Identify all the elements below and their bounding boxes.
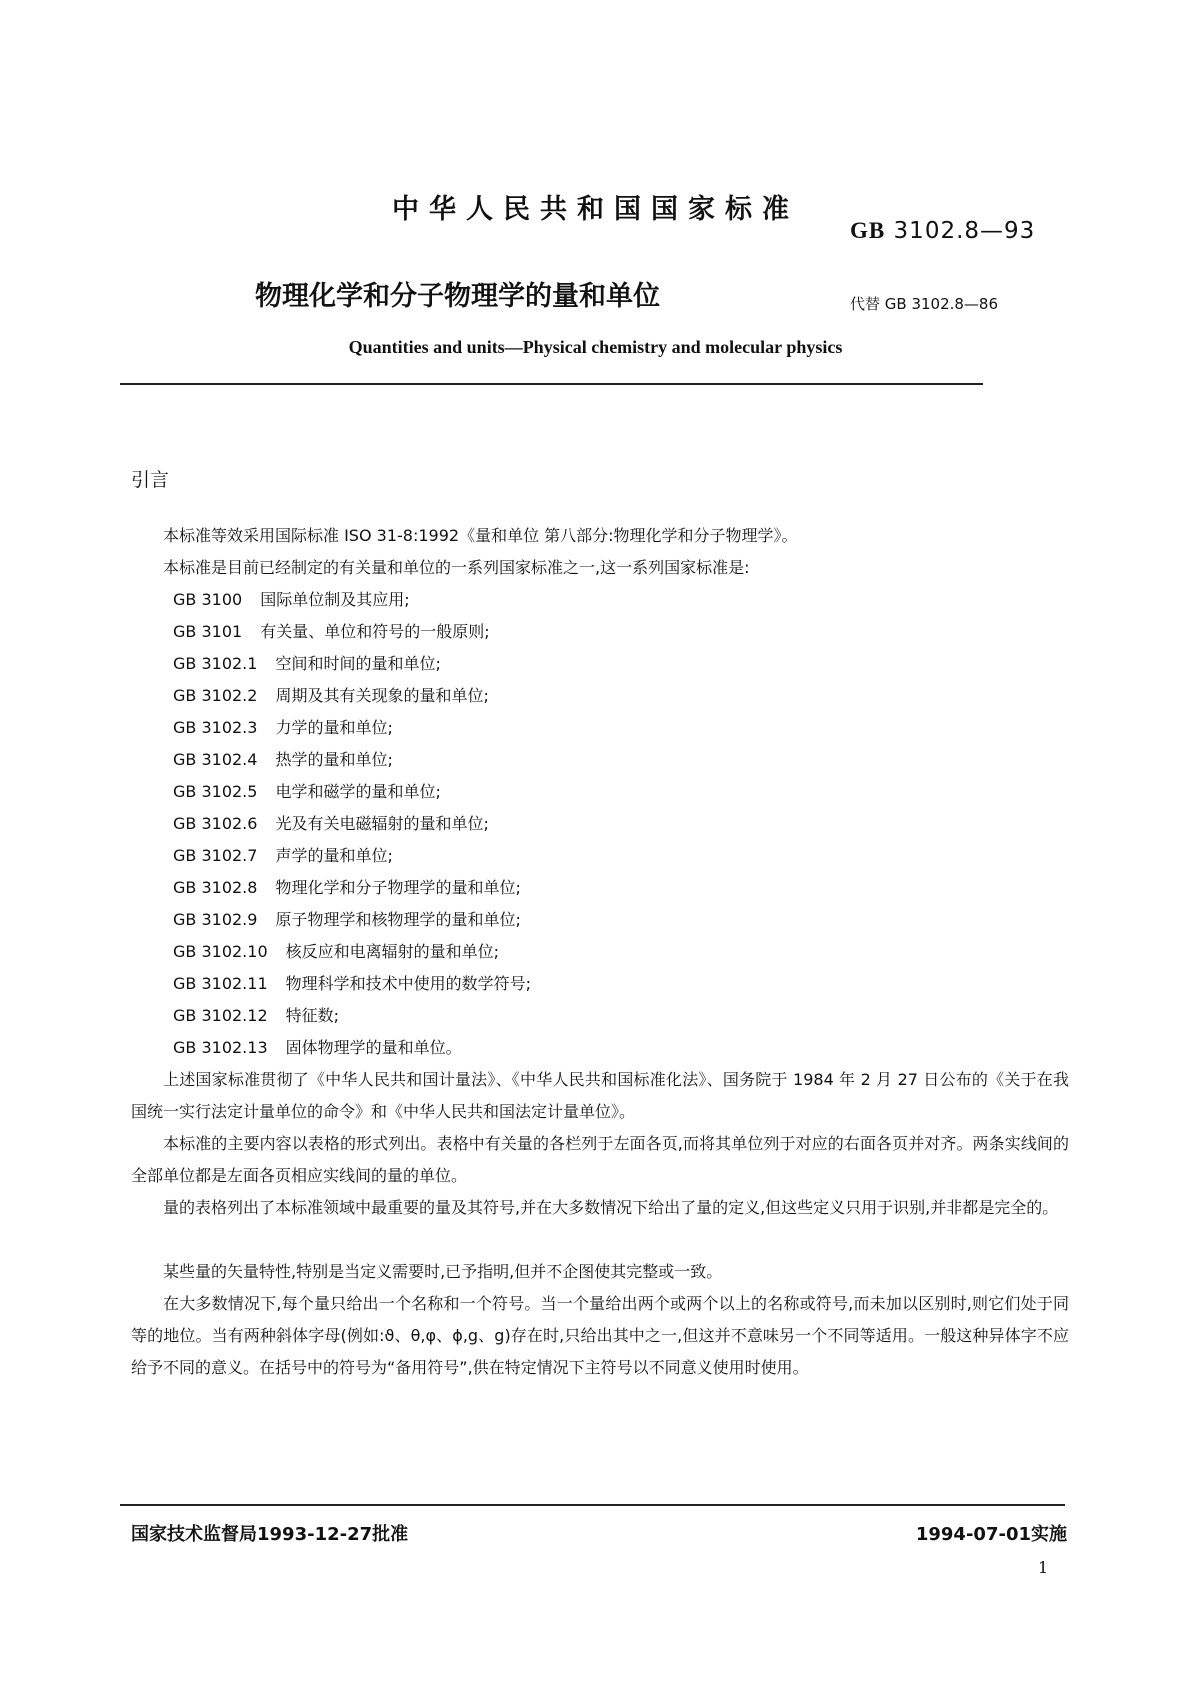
section-title: 引言 — [131, 469, 170, 491]
list-item: GB 3102.5 电学和磁学的量和单位; — [173, 782, 441, 801]
list-item: GB 3102.2 周期及其有关现象的量和单位; — [173, 686, 489, 705]
standard-code: 3102.8—93 — [893, 218, 1036, 244]
standard-number — [850, 218, 1035, 244]
paragraph-table-layout: 本标准的主要内容以表格的形式列出。表格中有关量的各栏列于左面各页,而将其单位列于对应的右面各页并对齐。两条实线间的全部单位都是左面各页相应实线间的量的单位。 — [131, 1134, 1069, 1185]
list-item: GB 3102.3 力学的量和单位; — [173, 718, 393, 737]
list-item: GB 3102.7 声学的量和单位; — [173, 846, 393, 865]
list-item: GB 3102.9 原子物理学和核物理学的量和单位; — [173, 910, 521, 929]
list-item: GB 3102.1 空间和时间的量和单位; — [173, 654, 441, 673]
header-divider — [120, 383, 983, 385]
replaces-note: 代替 GB 3102.8—86 — [850, 295, 999, 313]
list-item: GB 3102.13 固体物理学的量和单位。 — [173, 1038, 462, 1057]
intro-paragraph-1: 本标准等效采用国际标准 ISO 31-8:1992《量和单位 第八部分:物理化学和分子物理学》。 — [163, 526, 798, 545]
standards-list — [173, 584, 1073, 1064]
list-item: GB 3102.10 核反应和电离辐射的量和单位; — [173, 942, 500, 961]
document-title: 物理化学和分子物理学的量和单位 — [255, 281, 660, 312]
list-item: GB 3101 有关量、单位和符号的一般原则; — [173, 622, 490, 641]
list-item: GB 3102.8 物理化学和分子物理学的量和单位; — [173, 878, 521, 897]
paragraph-symbols: 在大多数情况下,每个量只给出一个名称和一个符号。当一个量给出两个或两个以上的名称或符号,而未加以区别时,则它们处于同等的地位。当有两种斜体字母(例如:ϑ、θ,φ、ϕ,g、g)存在时,只给出其中之一,但这并不意味另一个不同等适用。一般这种异体字不应给予不同的意义。在括号中的符号为“备用符号”,供在特定情况下主符号以不同意义使用时使用。 — [131, 1294, 1069, 1377]
paragraph-legal-basis: 上述国家标准贯彻了《中华人民共和国计量法》、《中华人民共和国标准化法》、国务院于 1984 年 2 月 27 日公布的《关于在我国统一实行法定计量单位的命令》和《中华人民共和国法定计量单位》。 — [131, 1070, 1069, 1121]
standard-prefix: GB — [850, 218, 886, 243]
document-title-english: Quantities and units—Physical chemistry and molecular physics — [348, 337, 843, 357]
approval-note: 国家技术监督局1993-12-27批准 — [131, 1524, 409, 1545]
national-standard-heading: 中华人民共和国国家标准 — [392, 194, 799, 225]
effective-date: 1994-07-01实施 — [915, 1524, 1067, 1545]
intro-paragraph-2: 本标准是目前已经制定的有关量和单位的一系列国家标准之一,这一系列国家标准是: — [163, 558, 750, 577]
list-item: GB 3102.12 特征数; — [173, 1006, 340, 1025]
list-item: GB 3102.6 光及有关电磁辐射的量和单位; — [173, 814, 489, 833]
list-item: GB 3102.4 热学的量和单位; — [173, 750, 393, 769]
paragraph-vector: 某些量的矢量特性,特别是当定义需要时,已予指明,但并不企图使其完整或一致。 — [163, 1262, 723, 1281]
list-item: GB 3100 国际单位制及其应用; — [173, 590, 410, 609]
footer-divider — [120, 1504, 1065, 1506]
page-number: 1 — [1038, 1558, 1049, 1577]
list-item: GB 3102.11 物理科学和技术中使用的数学符号; — [173, 974, 532, 993]
paragraph-definitions: 量的表格列出了本标准领域中最重要的量及其符号,并在大多数情况下给出了量的定义,但这些定义只用于识别,并非都是完全的。 — [163, 1198, 1059, 1217]
